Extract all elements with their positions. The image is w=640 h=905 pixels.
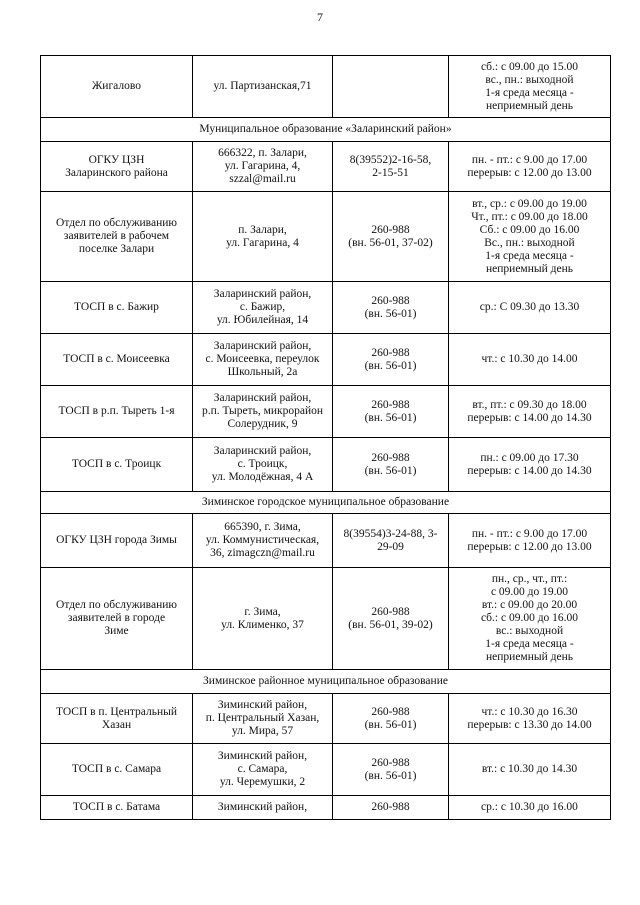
office-name-cell: Отдел по обслуживанию заявителей в рабочем поселке Залари	[41, 192, 193, 282]
hours-cell: сб.: с 09.00 до 15.00 вс., пн.: выходной 1-я среда месяца - неприемный день	[449, 56, 611, 118]
office-name-cell: Отдел по обслуживанию заявителей в городе Зиме	[41, 568, 193, 670]
table-row	[41, 438, 611, 492]
table-row	[41, 142, 611, 192]
phone-cell	[333, 56, 449, 118]
section-header-row	[41, 118, 611, 142]
section-title: Муниципальное образование «Заларинский район»	[41, 118, 611, 142]
phone-cell: 260-988 (вн. 56-01)	[333, 282, 449, 334]
hours-cell: пн.: с 09.00 до 17.30 перерыв: с 14.00 до 14.30	[449, 438, 611, 492]
phone-cell: 8(39554)3-24-88, 3- 29-09	[333, 514, 449, 568]
table-row	[41, 56, 611, 118]
address-cell: ул. Партизанская,71	[193, 56, 333, 118]
phone-cell: 8(39552)2-16-58, 2-15-51	[333, 142, 449, 192]
phone-cell: 260-988 (вн. 56-01)	[333, 438, 449, 492]
address-cell: 665390, г. Зима, ул. Коммунистическая, 36, zimagczn@mail.ru	[193, 514, 333, 568]
office-name-cell: ОГКУ ЦЗН Заларинского района	[41, 142, 193, 192]
address-cell: Заларинский район, с. Бажир, ул. Юбилейная, 14	[193, 282, 333, 334]
address-cell: Заларинский район, с. Моисеевка, переулок Школьный, 2а	[193, 334, 333, 386]
address-cell: Зиминский район, с. Самара, ул. Черемушки, 2	[193, 744, 333, 796]
address-cell: г. Зима, ул. Клименко, 37	[193, 568, 333, 670]
phone-cell: 260-988 (вн. 56-01)	[333, 334, 449, 386]
hours-cell: вт.: с 10.30 до 14.30	[449, 744, 611, 796]
offices-table	[40, 55, 611, 820]
offices-table-body	[41, 56, 611, 820]
section-header-row	[41, 670, 611, 694]
table-row	[41, 334, 611, 386]
table-row	[41, 386, 611, 438]
section-title: Зиминское городское муниципальное образование	[41, 492, 611, 514]
office-name-cell: ОГКУ ЦЗН города Зимы	[41, 514, 193, 568]
hours-cell: пн. - пт.: с 9.00 до 17.00 перерыв: с 12.00 до 13.00	[449, 142, 611, 192]
table-row	[41, 568, 611, 670]
phone-cell: 260-988 (вн. 56-01)	[333, 694, 449, 744]
office-name-cell: ТОСП в с. Бажир	[41, 282, 193, 334]
section-title: Зиминское районное муниципальное образование	[41, 670, 611, 694]
office-name-cell: ТОСП в с. Троицк	[41, 438, 193, 492]
phone-cell: 260-988 (вн. 56-01)	[333, 744, 449, 796]
address-cell: Заларинский район, р.п. Тыреть, микрорайон Солерудник, 9	[193, 386, 333, 438]
table-row	[41, 744, 611, 796]
office-name-cell: ТОСП в с. Самара	[41, 744, 193, 796]
section-header-row	[41, 492, 611, 514]
table-row	[41, 192, 611, 282]
address-cell: 666322, п. Залари, ул. Гагарина, 4, szzal@mail.ru	[193, 142, 333, 192]
page-number: 7	[317, 10, 323, 24]
table-row	[41, 282, 611, 334]
phone-cell: 260-988 (вн. 56-01, 37-02)	[333, 192, 449, 282]
hours-cell: пн., ср., чт., пт.: с 09.00 до 19.00 вт.: с 09.00 до 20.00 сб.: с 09.00 до 16.00 вс.: выходной 1-я среда месяца - неприемный день	[449, 568, 611, 670]
phone-cell: 260-988 (вн. 56-01)	[333, 386, 449, 438]
address-cell: п. Залари, ул. Гагарина, 4	[193, 192, 333, 282]
hours-cell: вт., ср.: с 09.00 до 19.00 Чт., пт.: с 09.00 до 18.00 Сб.: с 09.00 до 16.00 Вс., пн.: выходной 1-я среда месяца - неприемный день	[449, 192, 611, 282]
office-name-cell: ТОСП в с. Батама	[41, 796, 193, 820]
phone-cell: 260-988 (вн. 56-01, 39-02)	[333, 568, 449, 670]
hours-cell: ср.: с 10.30 до 16.00	[449, 796, 611, 820]
office-name-cell: Жигалово	[41, 56, 193, 118]
hours-cell: вт., пт.: с 09.30 до 18.00 перерыв: с 14.00 до 14.30	[449, 386, 611, 438]
office-name-cell: ТОСП в р.п. Тыреть 1-я	[41, 386, 193, 438]
hours-cell: чт.: с 10.30 до 16.30 перерыв: с 13.30 до 14.00	[449, 694, 611, 744]
table-row	[41, 796, 611, 820]
hours-cell: чт.: с 10.30 до 14.00	[449, 334, 611, 386]
hours-cell: пн. - пт.: с 9.00 до 17.00 перерыв: с 12.00 до 13.00	[449, 514, 611, 568]
hours-cell: ср.: С 09.30 до 13.30	[449, 282, 611, 334]
office-name-cell: ТОСП в с. Моисеевка	[41, 334, 193, 386]
address-cell: Зиминский район,	[193, 796, 333, 820]
address-cell: Заларинский район, с. Троицк, ул. Молодёжная, 4 А	[193, 438, 333, 492]
table-row	[41, 514, 611, 568]
address-cell: Зиминский район, п. Центральный Хазан, ул. Мира, 57	[193, 694, 333, 744]
office-name-cell: ТОСП в п. Центральный Хазан	[41, 694, 193, 744]
table-row	[41, 694, 611, 744]
phone-cell: 260-988	[333, 796, 449, 820]
